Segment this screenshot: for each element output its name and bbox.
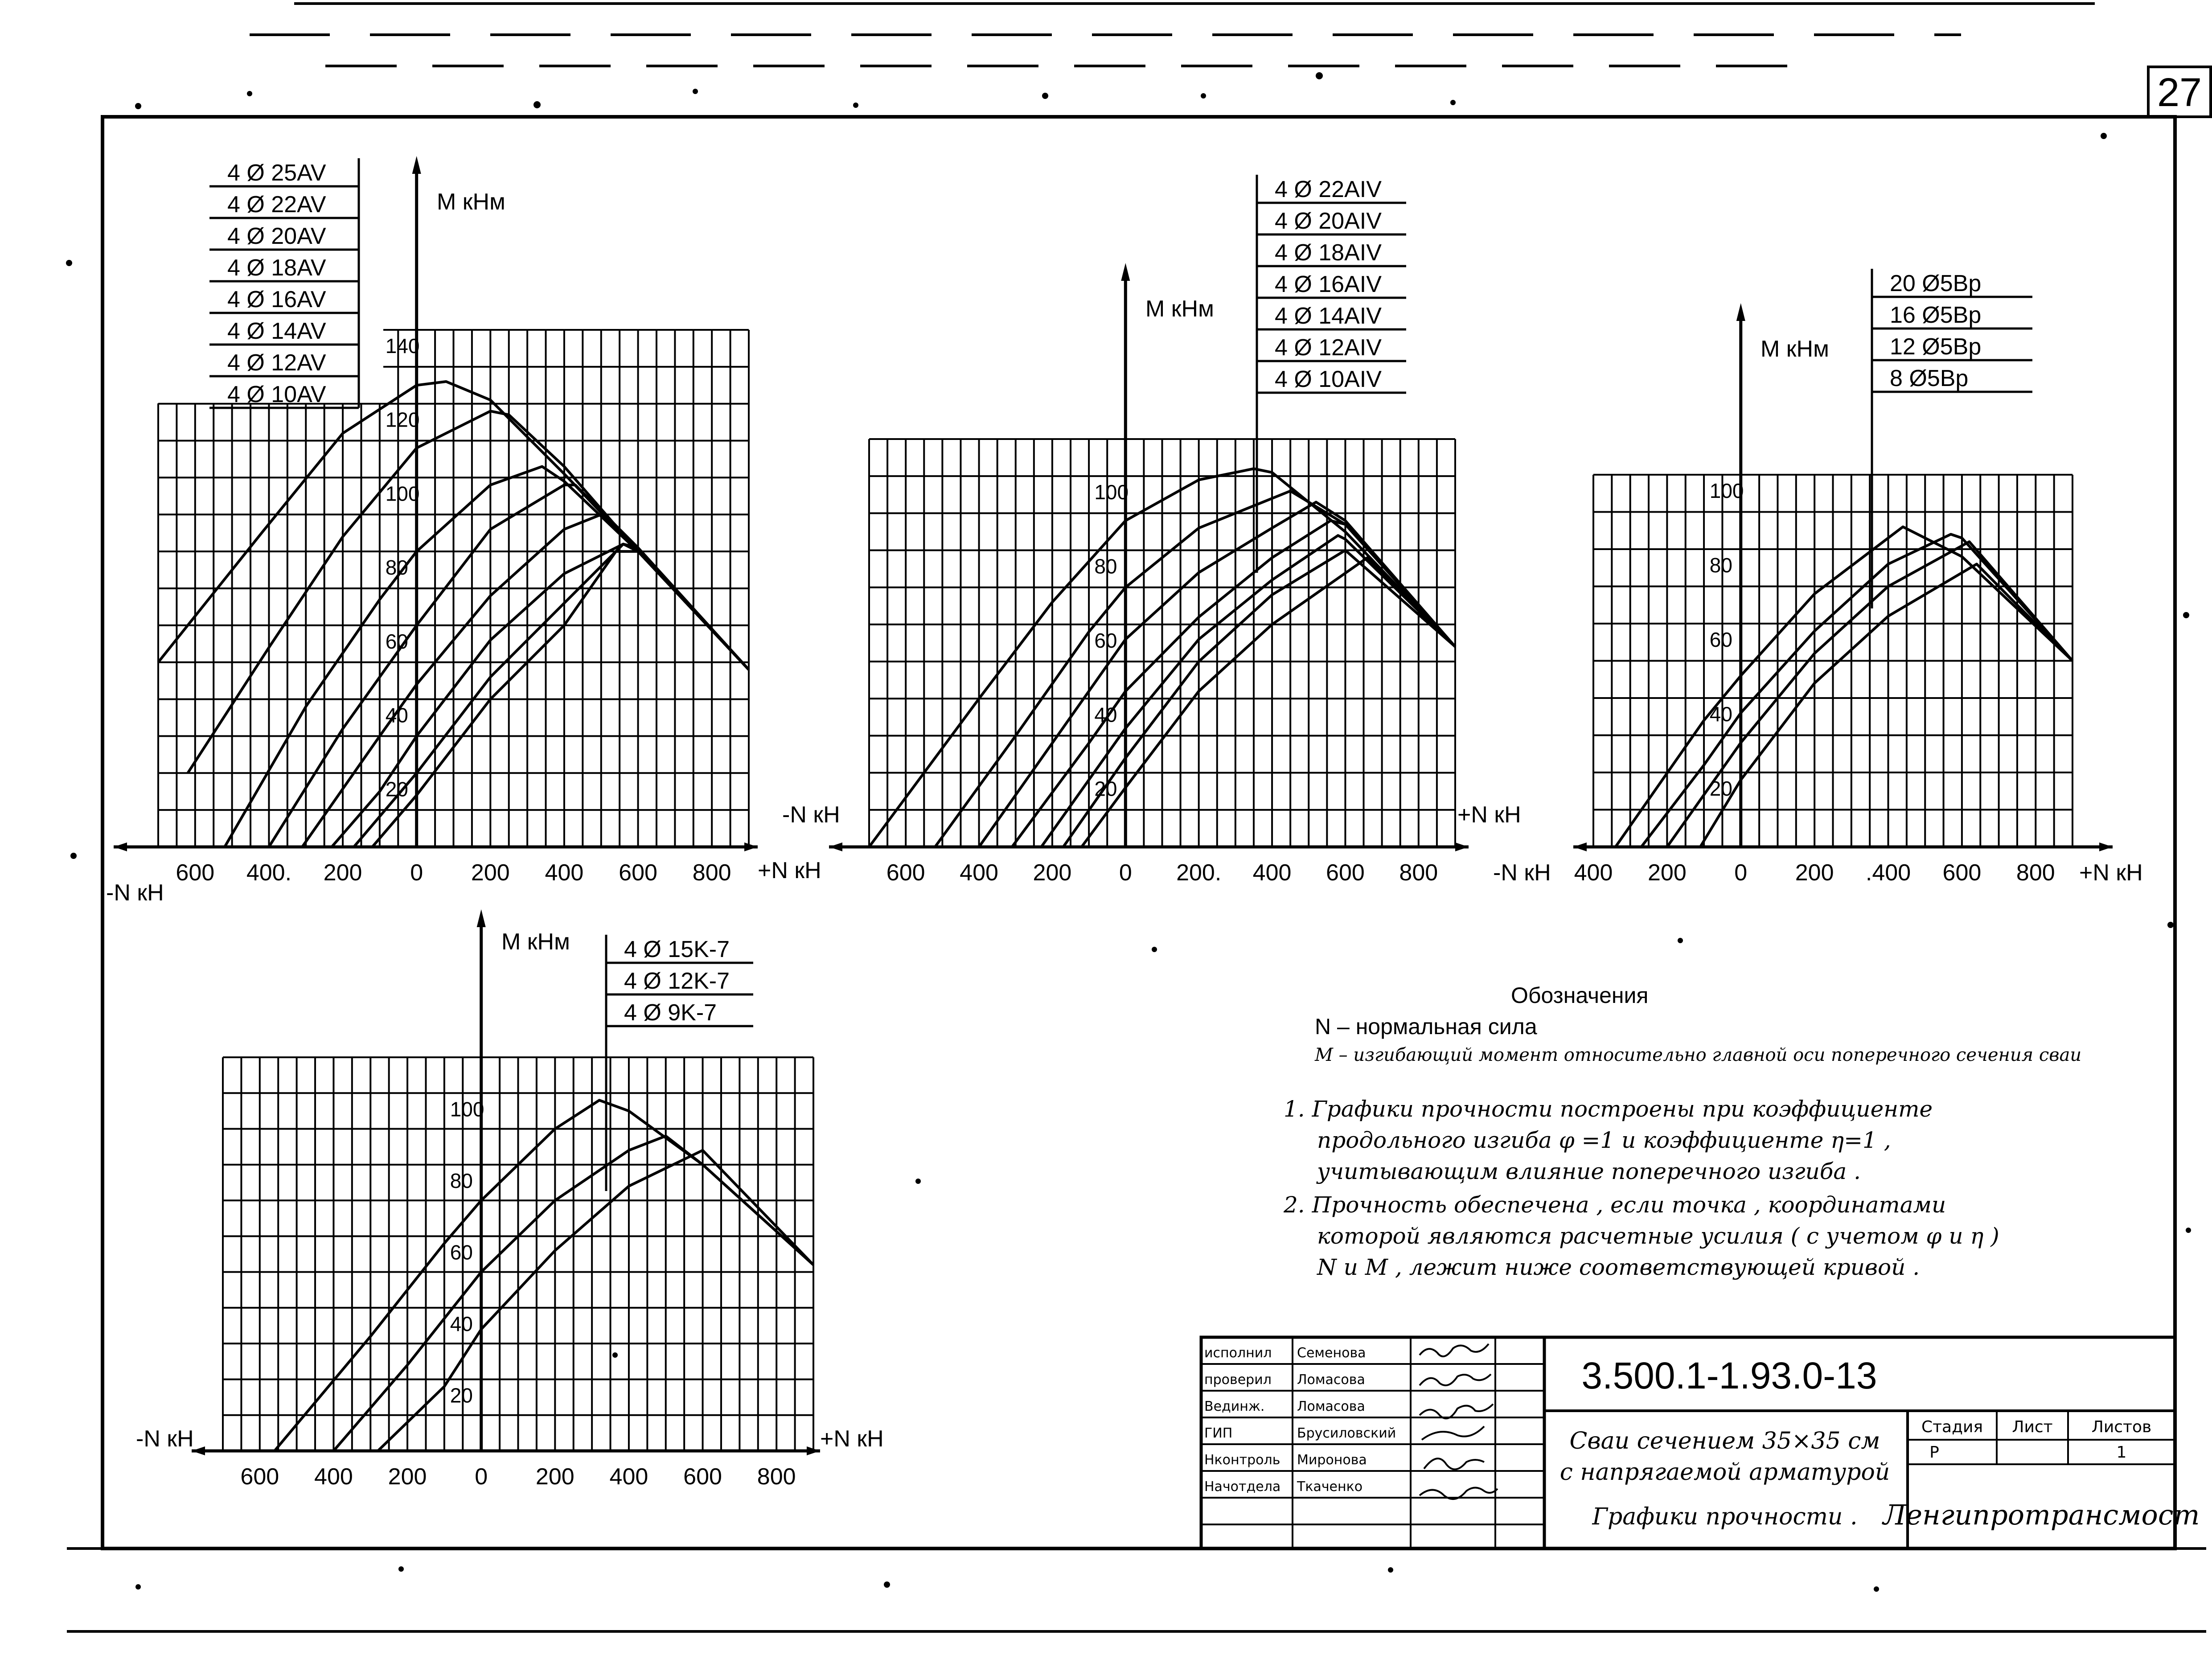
x-tick-label: 0 [410, 860, 423, 886]
sheets-value: 1 [2116, 1443, 2127, 1462]
x-tick-label: 600 [683, 1464, 722, 1490]
y-tick-label: 20 [450, 1384, 473, 1407]
legend-label: 4 Ø 14AIV [1275, 303, 1382, 329]
y-tick-label: 20 [1094, 777, 1117, 801]
y-tick-label: 100 [385, 482, 420, 505]
title-block-name: Семенова [1297, 1345, 1366, 1361]
sheet-number-box [2148, 67, 2211, 117]
y-tick-label: 40 [385, 703, 408, 727]
chart-bp-axes [1573, 303, 2113, 851]
x-tick-label: 0 [475, 1464, 488, 1490]
y-tick-label: 20 [385, 777, 408, 801]
x-tick-label: 800 [1399, 860, 1438, 886]
legend-label: 4 Ø 22AIV [1275, 177, 1382, 202]
document-description-line-1: Сваи сечением 35×35 см [1569, 1428, 1880, 1454]
stage-label: Стадия [1921, 1418, 1983, 1436]
x-tick-label: 400 [314, 1464, 353, 1490]
y-tick-label: 80 [1709, 554, 1732, 577]
chart-av-x-label-neg: -N кН [106, 880, 164, 906]
chart-av-y-label: M кНм [437, 189, 505, 215]
chart-bp-x-label-pos: +N кН [2079, 860, 2143, 886]
y-axis-arrow [1121, 263, 1130, 281]
y-tick-label: 60 [450, 1240, 473, 1264]
y-tick-label: 120 [385, 408, 420, 431]
x-tick-label: 400 [609, 1464, 648, 1490]
x-tick-label: 400 [1252, 860, 1292, 886]
signature-marks [1420, 1344, 1498, 1499]
y-axis-arrow [477, 909, 486, 927]
curve-4d16av [302, 514, 749, 847]
x-tick-label: 200 [323, 860, 362, 886]
notes-m-definition: M – изгибающий момент относительно главной оси поперечного сечения сваи [1315, 1045, 2082, 1065]
x-tick-label: 200 [1795, 860, 1834, 886]
legend-label: 8 Ø5Bp [1890, 366, 1969, 391]
x-tick-label: 0 [1734, 860, 1748, 886]
document-code: 3.500.1-1.93.0-13 [1581, 1355, 1877, 1397]
chart-bp-curves [1616, 527, 2072, 847]
note-2-line-2: которой являются расчетные усилия ( с учетом φ и η ) [1317, 1223, 1999, 1249]
note-1-line-1: 1. Графики прочности построены при коэффициенте [1284, 1096, 1933, 1122]
legend-label: 4 Ø 10AV [227, 382, 326, 407]
curve-16d5bp [1642, 534, 2073, 847]
x-tick-label: 400. [246, 860, 292, 886]
note-2-line-3: N и M , лежит ниже соответствующей кривой . [1317, 1254, 1920, 1280]
sheets-label: Листов [2091, 1418, 2152, 1436]
title-block-role: Нконтроль [1204, 1452, 1280, 1468]
x-tick-label: 800 [757, 1464, 796, 1490]
legend-label: 4 Ø 12AV [227, 350, 326, 376]
chart-k7-x-label-pos: +N кН [820, 1426, 884, 1452]
y-tick-label: 140 [385, 334, 420, 357]
x-axis-arrow-right [744, 842, 758, 851]
chart-av [106, 156, 821, 906]
chart-bp-x-label-neg: -N кН [1493, 860, 1551, 886]
curve-4d9k-7 [378, 1150, 813, 1451]
x-tick-label: 600 [1326, 860, 1365, 886]
legend-label: 4 Ø 10AIV [1275, 366, 1382, 392]
legend-label: 4 Ø 22AV [227, 192, 326, 218]
curve-4d22av [188, 411, 749, 773]
x-tick-label: 800 [2016, 860, 2055, 886]
top-scan-lines [250, 4, 2095, 66]
title-block-name: Миронова [1297, 1452, 1367, 1468]
notes-title: Обозначения [1511, 983, 1649, 1008]
title-block-role: проверил [1204, 1372, 1272, 1388]
y-tick-label: 60 [385, 629, 408, 653]
y-tick-label: 100 [1094, 481, 1129, 504]
x-tick-label: 200 [1648, 860, 1687, 886]
y-tick-label: 80 [385, 556, 408, 579]
x-tick-label: .400 [1865, 860, 1911, 886]
chart-bp-legend [1872, 269, 2032, 608]
y-tick-label: 40 [1094, 703, 1117, 727]
chart-aiv [782, 175, 1521, 886]
y-tick-label: 60 [1094, 628, 1117, 652]
chart-av-legend [209, 158, 359, 408]
x-tick-label: 400 [545, 860, 584, 886]
title-block-role: исполнил [1204, 1345, 1272, 1361]
legend-label: 4 Ø 15K-7 [624, 937, 730, 962]
sheet-number: 27 [2157, 70, 2202, 115]
chart-k7-grid [223, 1057, 813, 1451]
legend-label: 16 Ø5Bp [1890, 302, 1982, 328]
notes-n-definition: N – нормальная сила [1315, 1014, 1537, 1039]
x-tick-label: 200 [1033, 860, 1072, 886]
document-description-line-3: Графики прочности . [1592, 1503, 1858, 1530]
title-block-name: Ткаченко [1297, 1479, 1363, 1495]
curve-20d5bp [1616, 527, 2072, 847]
x-tick-label: 600 [619, 860, 657, 886]
title-block-rows [1201, 1364, 1544, 1524]
note-1-line-3: учитывающим влияние поперечного изгиба . [1317, 1158, 1861, 1184]
title-block-name: Ломасова [1297, 1372, 1365, 1388]
title-block-roles [1204, 1345, 1280, 1495]
legend-label: 4 Ø 16AV [227, 287, 326, 312]
legend-label: 4 Ø 25AV [227, 160, 326, 186]
chart-bp [1493, 269, 2143, 886]
legend-label: 4 Ø 18AV [227, 255, 326, 281]
chart-k7-y-ticks [450, 1097, 484, 1407]
curve-4d10aiv [1082, 558, 1455, 847]
legend-label: 4 Ø 20AIV [1275, 208, 1382, 234]
y-tick-label: 40 [450, 1312, 473, 1335]
legend-label: 12 Ø5Bp [1890, 334, 1982, 360]
stage-value: Р [1929, 1443, 1939, 1462]
x-tick-label: 200. [1176, 860, 1222, 886]
curve-4d15k-7 [275, 1100, 813, 1451]
y-axis-arrow [412, 156, 421, 174]
chart-aiv-x-ticks [886, 860, 1438, 886]
legend-label: 4 Ø 12K-7 [624, 968, 730, 994]
x-tick-label: 400 [1574, 860, 1613, 886]
legend-label: 4 Ø 20AV [227, 223, 326, 249]
legend-label: 4 Ø 12AIV [1275, 335, 1382, 361]
chart-aiv-x-label-neg: -N кН [782, 802, 840, 828]
sheet-label: Лист [2012, 1418, 2053, 1436]
chart-bp-y-label: M кНм [1761, 336, 1829, 362]
chart-k7-x-label-neg: -N кН [136, 1426, 194, 1452]
y-tick-label: 20 [1709, 777, 1732, 800]
curve-4d20aiv [935, 491, 1455, 847]
title-block-names [1297, 1345, 1396, 1495]
chart-k7 [136, 909, 884, 1490]
legend-label: 20 Ø5Bp [1890, 271, 1982, 296]
x-axis-arrow-left [1573, 842, 1587, 851]
x-tick-label: 600 [240, 1464, 279, 1490]
x-axis-arrow-right [2099, 842, 2113, 851]
chart-aiv-x-label-pos: +N кН [1457, 802, 1521, 828]
x-tick-label: 600 [176, 860, 215, 886]
x-tick-label: 200 [535, 1464, 575, 1490]
x-axis-arrow-left [829, 842, 842, 851]
y-tick-label: 100 [1709, 479, 1744, 502]
title-block-role: ГИП [1204, 1425, 1233, 1441]
title-block-role: Вединж. [1204, 1399, 1265, 1414]
x-tick-label: 600 [886, 860, 925, 886]
y-axis-arrow [1736, 303, 1745, 321]
x-tick-label: 800 [692, 860, 731, 886]
x-tick-label: 600 [1942, 860, 1982, 886]
x-tick-label: 200 [471, 860, 510, 886]
y-tick-label: 60 [1709, 628, 1732, 651]
chart-k7-x-ticks [240, 1464, 796, 1490]
x-tick-label: 400 [960, 860, 998, 886]
chart-bp-x-ticks [1574, 860, 2055, 886]
curve-4d14av [332, 544, 749, 847]
legend-label: 4 Ø 9K-7 [624, 1000, 717, 1026]
chart-k7-y-label: M кНм [501, 929, 570, 955]
notes-block [1283, 983, 2081, 1280]
chart-av-x-ticks [176, 860, 731, 886]
legend-label: 4 Ø 18AIV [1275, 240, 1382, 266]
title-block-name: Брусиловский [1297, 1425, 1396, 1441]
y-tick-label: 80 [1094, 555, 1117, 578]
title-block-role: Начотдела [1204, 1479, 1281, 1495]
x-axis-arrow-right [1455, 842, 1469, 851]
note-1-line-2: продольного изгиба φ =1 и коэффициенте η=1 , [1317, 1127, 1891, 1153]
y-tick-label: 100 [450, 1097, 484, 1121]
title-block-text [1204, 1344, 2200, 1531]
y-tick-label: 40 [1709, 702, 1732, 726]
legend-label: 4 Ø 16AIV [1275, 271, 1382, 297]
x-tick-label: 0 [1119, 860, 1132, 886]
document-description-line-2: с напрягаемой арматурой [1559, 1459, 1890, 1486]
organization-name: Ленгипротрансмост [1883, 1499, 2200, 1531]
chart-av-x-label-pos: +N кН [758, 858, 821, 883]
curve-4d12av [354, 544, 749, 847]
x-tick-label: 200 [388, 1464, 427, 1490]
chart-aiv-y-label: M кНм [1145, 296, 1214, 322]
legend-label: 4 Ø 14AV [227, 318, 326, 344]
chart-k7-curves [275, 1100, 813, 1451]
x-axis-arrow-left [114, 842, 127, 851]
note-2-line-1: 2. Прочность обеспечена , если точка , координатами [1284, 1192, 1946, 1218]
y-tick-label: 80 [450, 1169, 473, 1192]
chart-bp-grid [1593, 475, 2072, 847]
title-block-name: Ломасова [1297, 1399, 1365, 1414]
